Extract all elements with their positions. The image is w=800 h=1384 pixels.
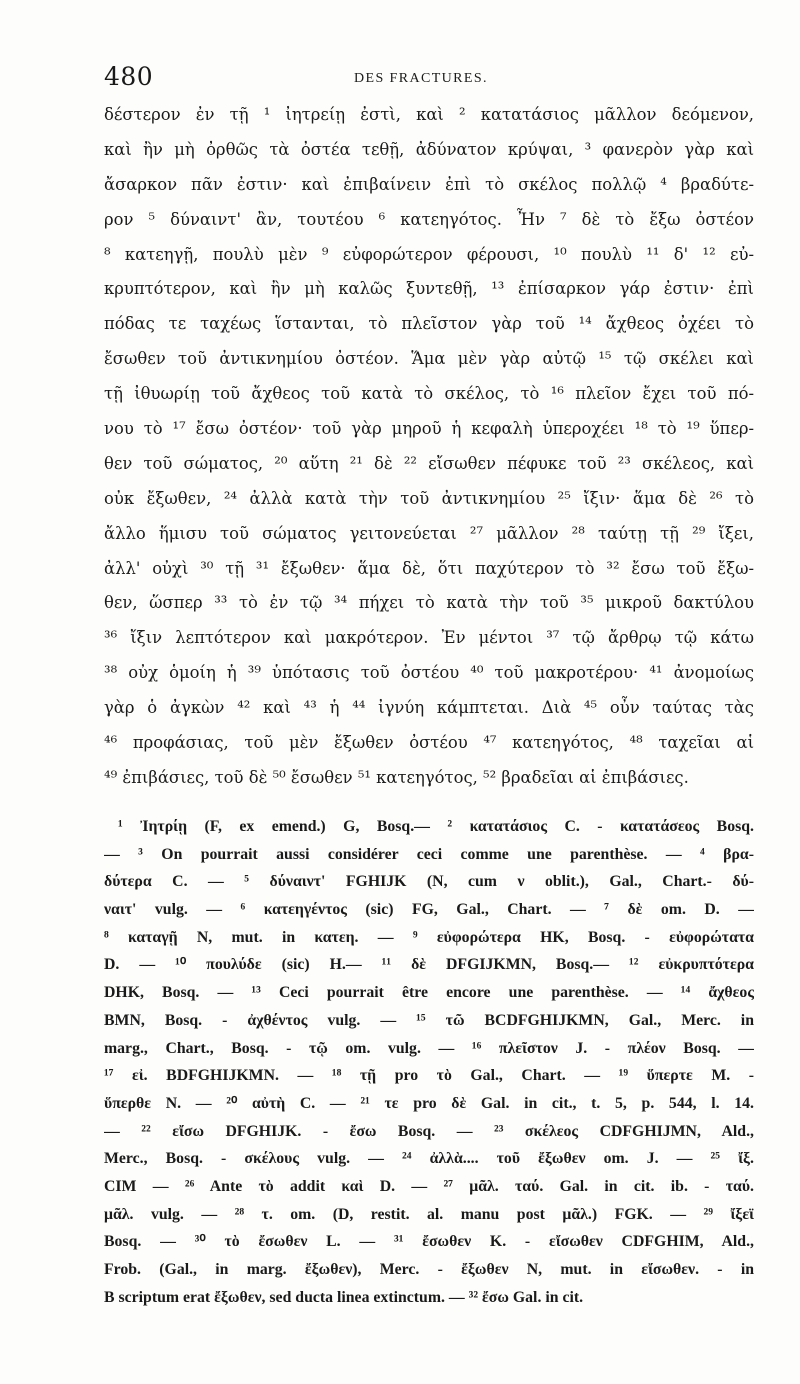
footnote-line: ¹ Ἰητρίῃ (F, ex emend.) G, Bosq.— ² κατατάσιος C. - κατατάσεος Bosq. — [118, 818, 754, 835]
text-line: νου τὸ ¹⁷ ἔσω ὀστέον· τοῦ γὰρ μηροῦ ἡ κεφαλὴ ὑπεροχέει ¹⁸ τὸ ¹⁹ ὕπερ- — [104, 419, 754, 439]
text-line: θεν τοῦ σώματος, ²⁰ αὕτη ²¹ δὲ ²² εἴσωθεν πέφυκε τοῦ ²³ σκέλεος, καὶ — [104, 453, 754, 473]
footnote-line: marg., Chart., Bosq. - τῷ om. vulg. — ¹⁶ πλεῖστον J. - πλέον Bosq. — — [104, 1039, 754, 1057]
footnote-line: μᾶλ. vulg. — ²⁸ τ. om. (D, restit. al. manu post μᾶλ.) FGK. — ²⁹ ἴξεϊ — [104, 1205, 754, 1223]
footnote-line: Frob. (Gal., in marg. ἔξωθεν), Merc. - ἔξωθεν N, mut. in εἴσωθεν. - in — [104, 1261, 754, 1278]
text-line: τῇ ἰθυωρίῃ τοῦ ἄχθεος τοῦ κατὰ τὸ σκέλος, τὸ ¹⁶ πλεῖον ἔχει τοῦ πό- — [104, 384, 754, 404]
text-line: ρον ⁵ δύναιντ' ἂν, τουτέου ⁶ κατεηγότος. Ἦν ⁷ δὲ τὸ ἔξω ὀστέον — [104, 209, 754, 229]
footnote-line: ὕπερθε N. — ²⁰ αὐτὴ C. — ²¹ τε pro δὲ Gal. in cit., t. 5, p. 544, l. 14. — [104, 1094, 754, 1112]
page-header — [104, 62, 754, 96]
footnote-line: DHK, Bosq. — ¹³ Ceci pourrait être encore une parenthèse. — ¹⁴ ἄχθεος — [104, 984, 754, 1002]
footnote-line: Merc., Bosq. - σκέλους vulg. — ²⁴ ἀλλὰ.... τοῦ ἔξωθεν om. J. — ²⁵ ἴξ. — [104, 1150, 754, 1168]
footnote-line: ⁸ καταγῇ N, mut. in κατεη. — ⁹ εὐφορώτερα HK, Bosq. - εὐφορώτατα — [104, 928, 754, 946]
footnote-line: — ³ On pourrait aussi considérer ceci comme une parenthèse. — ⁴ βρα- — [104, 845, 754, 863]
footnote-line: ¹⁷ εἰ. BDFGHIJKMN. — ¹⁸ τῇ pro τὸ Gal., Chart. — ¹⁹ ὕπερτε M. - — [104, 1067, 754, 1085]
footnote-line: Bosq. — ³⁰ τὸ ἔσωθεν L. — ³¹ ἔσωθεν K. - εἴσωθεν CDFGHIM, Ald., — [104, 1233, 754, 1251]
text-line: καὶ ἢν μὴ ὀρθῶς τὰ ὀστέα τεθῇ, ἀδύνατον κρύψαι, ³ φανερὸν γὰρ καὶ — [104, 139, 754, 159]
footnote-line: δύτερα C. — ⁵ δύναιντ' FGHIJK (N, cum ν oblit.), Gal., Chart.- δύ- — [104, 873, 754, 891]
text-line: ἄσαρκον πᾶν ἐστιν· καὶ ἐπιβαίνειν ἐπὶ τὸ σκέλος πολλῷ ⁴ βραδύτε- — [104, 174, 754, 194]
footnote-line: CIM — ²⁶ Ante τὸ addit καὶ D. — ²⁷ μᾶλ. ταύ. Gal. in cit. ib. - ταύ. — [104, 1177, 754, 1195]
text-line: ³⁶ ἴξιν λεπτότερον καὶ μακρότερον. Ἐν μέντοι ³⁷ τῷ ἄρθρῳ τῷ κάτω — [104, 628, 754, 648]
footnotes — [104, 813, 754, 1311]
text-line: κρυπτότερον, καὶ ἢν μὴ καλῶς ξυντεθῇ, ¹³ ἐπίσαρκον γάρ ἐστιν· ἐπὶ — [104, 279, 754, 299]
text-line: πόδας τε ταχέως ἵστανται, τὸ πλεῖστον γὰρ τοῦ ¹⁴ ἄχθεος ὀχέει τὸ — [104, 314, 754, 334]
text-line: ⁴⁶ προφάσιας, τοῦ μὲν ἔξωθεν ὀστέου ⁴⁷ κατεηγότος, ⁴⁸ ταχεῖαι αἱ — [104, 733, 754, 753]
page-number: 480 — [104, 62, 154, 91]
text-line: ἀλλ' οὐχὶ ³⁰ τῇ ³¹ ἔξωθεν· ἅμα δὲ, ὅτι παχύτερον τὸ ³² ἔσω τοῦ ἔξω- — [104, 558, 754, 578]
text-line: ἔσωθεν τοῦ ἀντικνημίου ὀστέον. Ἅμα μὲν γὰρ αὐτῷ ¹⁵ τῷ σκέλει καὶ — [104, 349, 754, 369]
running-title: DES FRACTURES. — [354, 71, 488, 86]
footnote-line: D. — ¹⁰ πουλύδε (sic) H.— ¹¹ δὲ DFGIJKMN, Bosq.— ¹² εὐκρυπτότερα — [104, 956, 754, 974]
footnote-line: B scriptum erat ἔξωθεν, sed ducta linea extinctum. — ³² ἔσω Gal. in cit. — [104, 1288, 584, 1306]
text-line: θεν, ὥσπερ ³³ τὸ ἐν τῷ ³⁴ πήχει τὸ κατὰ τὴν τοῦ ³⁵ μικροῦ δακτύλου — [104, 593, 754, 613]
text-line: ⁸ κατεηγῇ, πουλὺ μὲν ⁹ εὐφορώτερον φέρουσι, ¹⁰ πουλὺ ¹¹ δ' ¹² εὐ- — [104, 244, 754, 264]
text-line: δέστερον ἐν τῇ ¹ ἰητρείῃ ἐστὶ, καὶ ² κατατάσιος μᾶλλον δεόμενον, — [104, 105, 754, 124]
text-line: ἄλλο ἥμισυ τοῦ σώματος γειτονεύεται ²⁷ μᾶλλον ²⁸ ταύτῃ τῇ ²⁹ ἴξει, — [104, 523, 754, 543]
footnote-line: — ²² εἴσω DFGHIJK. - ἔσω Bosq. — ²³ σκέλεος CDFGHIJMN, Ald., — [104, 1122, 754, 1140]
greek-main-text — [104, 98, 754, 796]
text-line: γὰρ ὁ ἀγκὼν ⁴² καὶ ⁴³ ἡ ⁴⁴ ἰγνύη κάμπτεται. Διὰ ⁴⁵ οὖν ταύτας τὰς — [104, 698, 754, 718]
text-line: ⁴⁹ ἐπιβάσιες, τοῦ δὲ ⁵⁰ ἔσωθεν ⁵¹ κατεηγότος, ⁵² βραδεῖαι αἱ ἐπιβάσιες. — [104, 767, 689, 787]
text-line: οὐκ ἔξωθεν, ²⁴ ἀλλὰ κατὰ τὴν τοῦ ἀντικνημίου ²⁵ ἴξιν· ἅμα δὲ ²⁶ τὸ — [104, 488, 754, 508]
footnote-line: ναιτ' vulg. — ⁶ κατεηγέντος (sic) FG, Gal., Chart. — ⁷ δὲ om. D. — — [104, 901, 754, 919]
text-line: ³⁸ οὐχ ὁμοίη ἡ ³⁹ ὑπότασις τοῦ ὀστέου ⁴⁰ τοῦ μακροτέρου· ⁴¹ ἀνομοίως — [104, 663, 754, 683]
footnote-line: BMN, Bosq. - ἀχθέντος vulg. — ¹⁵ τῶ BCDFGHIJKMN, Gal., Merc. in — [104, 1011, 754, 1029]
